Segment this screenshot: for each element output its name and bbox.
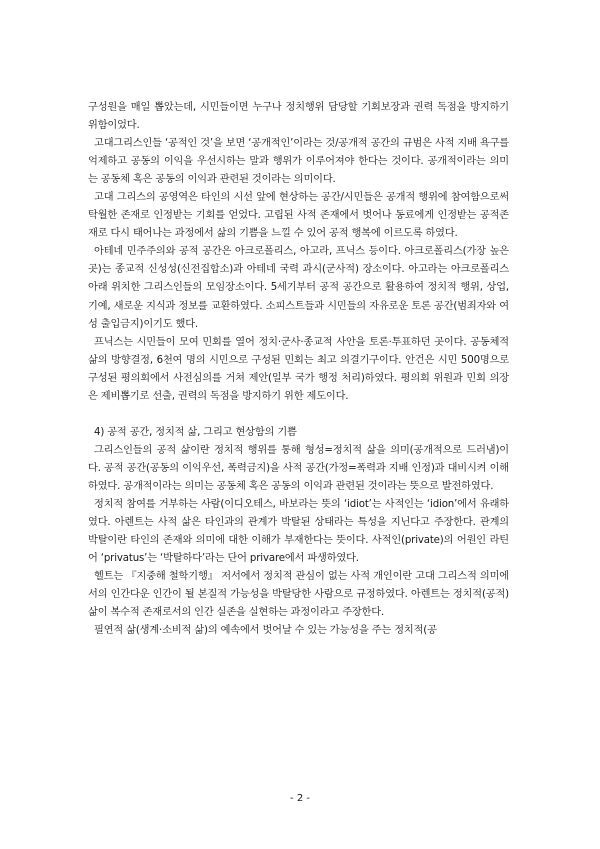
section-heading: 4) 공적 공간, 정치적 삶, 그리고 현상함의 기쁨 [94,426,297,438]
paragraph: 헬트는 『지중해 철학기행』 저서에서 정치적 관심이 없는 사적 개인이란 고대 그리스적 의미에서의 인간다운 인간이 될 본질적 가능성을 박탈당한 사람으로 규정하였다. 아렌트는 정치적(공적) 삶이 복수적 존재로서의 인간 실존을 실현하는 과정이라고 주장한다. [88,571,509,619]
paragraph: 그리스인들의 공적 삶이란 정치적 행위를 통해 형성=정치적 삶을 의미(공개적으로 드러냄)이다. 공적 공간(공동의 이익우선, 폭력금지)을 사적 공간(가정=폭력과 지배 인정)과 대비시켜 이해하였다. 공개적이라는 의미는 공동체 혹은 공동의 이익과 관련된 것이라는 뜻으로 발전하였다. [88,444,509,492]
section-spacer [88,406,509,424]
paragraph: 구성원을 매일 뽑았는데, 시민들이면 누구나 정치행위 담당할 기회보장과 권력 독점을 방지하기 위함이었다. [88,102,509,132]
paragraph: 고대그리스인들 ‘공적인 것’을 보면 ‘공개적인’이라는 것/공개적 공간의 규범은 사적 지배 욕구를 억제하고 공동의 이익을 우선시하는 말과 행위가 이루어져야 한다는 것이다. 공개적이라는 의미는 공동체 혹은 공동의 이익과 관련된 것이라는 의미이다. [88,138,509,186]
paragraph: 프닉스는 시민들이 모여 민회를 열어 정치·군사·종교적 사안을 토론·투표하던 곳이다. 공동체적 삶의 방향결정, 6천여 명의 시민으로 구성된 민회는 최고 의결기구이다. 안건은 시민 500명으로 구성된 평의회에서 사전심의를 거쳐 제안(일부 국가 행정 처리)하였다. 평의회 위원과 민회 의장은 제비뽑기로 선출, 권력의 독점을 방지하기 위한 제도이다. [88,336,509,402]
paragraph: 고대 그리스의 공영역은 타인의 시선 앞에 현상하는 공간/시민들은 공개적 행위에 참여함으로써 탁월한 존재로 인정받는 기회를 얻었다. 고립된 사적 존재에서 벗어나 동료에게 인정받는 공적존재로 다시 태어나는 과정에서 삶의 기쁨을 느낄 수 있어 공적 행복에 이르도록 하였다. [88,192,509,240]
paragraph: 필연적 삶(생계·소비적 삶)의 예속에서 벗어날 수 있는 가능성을 주는 정치적(공 [94,625,437,637]
paragraph: 정치적 참여를 거부하는 사람(이디오테스, 바보라는 뜻의 ‘idiot’는 사적인는 ‘idion’에서 유래하였다. 아렌트는 사적 삶은 타인과의 관계가 박탈된 상태라는 특성을 지닌다고 주장한다. 관계의 박탈이란 타인의 존재와 의미에 대한 이해가 부재한다는 뜻이다. 사적인(private)의 어원인 라틴어 ‘privatus’는 ‘박탈하다’라는 단어 privare에서 파생하였다. [88,498,509,565]
page-number: - 2 - [290,793,310,804]
document-body [88,99,509,640]
paragraph: 아테네 민주주의와 공적 공간은 아크로폴리스, 아고라, 프닉스 등이다. 아크로폴리스(가장 높은 곳)는 종교적 신성성(신전집합소)과 아테네 국력 과시(군사적) 장소이다. 아고라는 아크로폴리스 아래 위치한 그리스인들의 모임장소이다. 5세기부터 공적 공간으로 활용하여 정치적 행위, 상업, 기예, 새로운 지식과 정보를 교환하였다. 소피스트들과 시민들의 자유로운 토론 공간(범죄자와 여성 출입금지)이기도 했다. [88,246,509,330]
